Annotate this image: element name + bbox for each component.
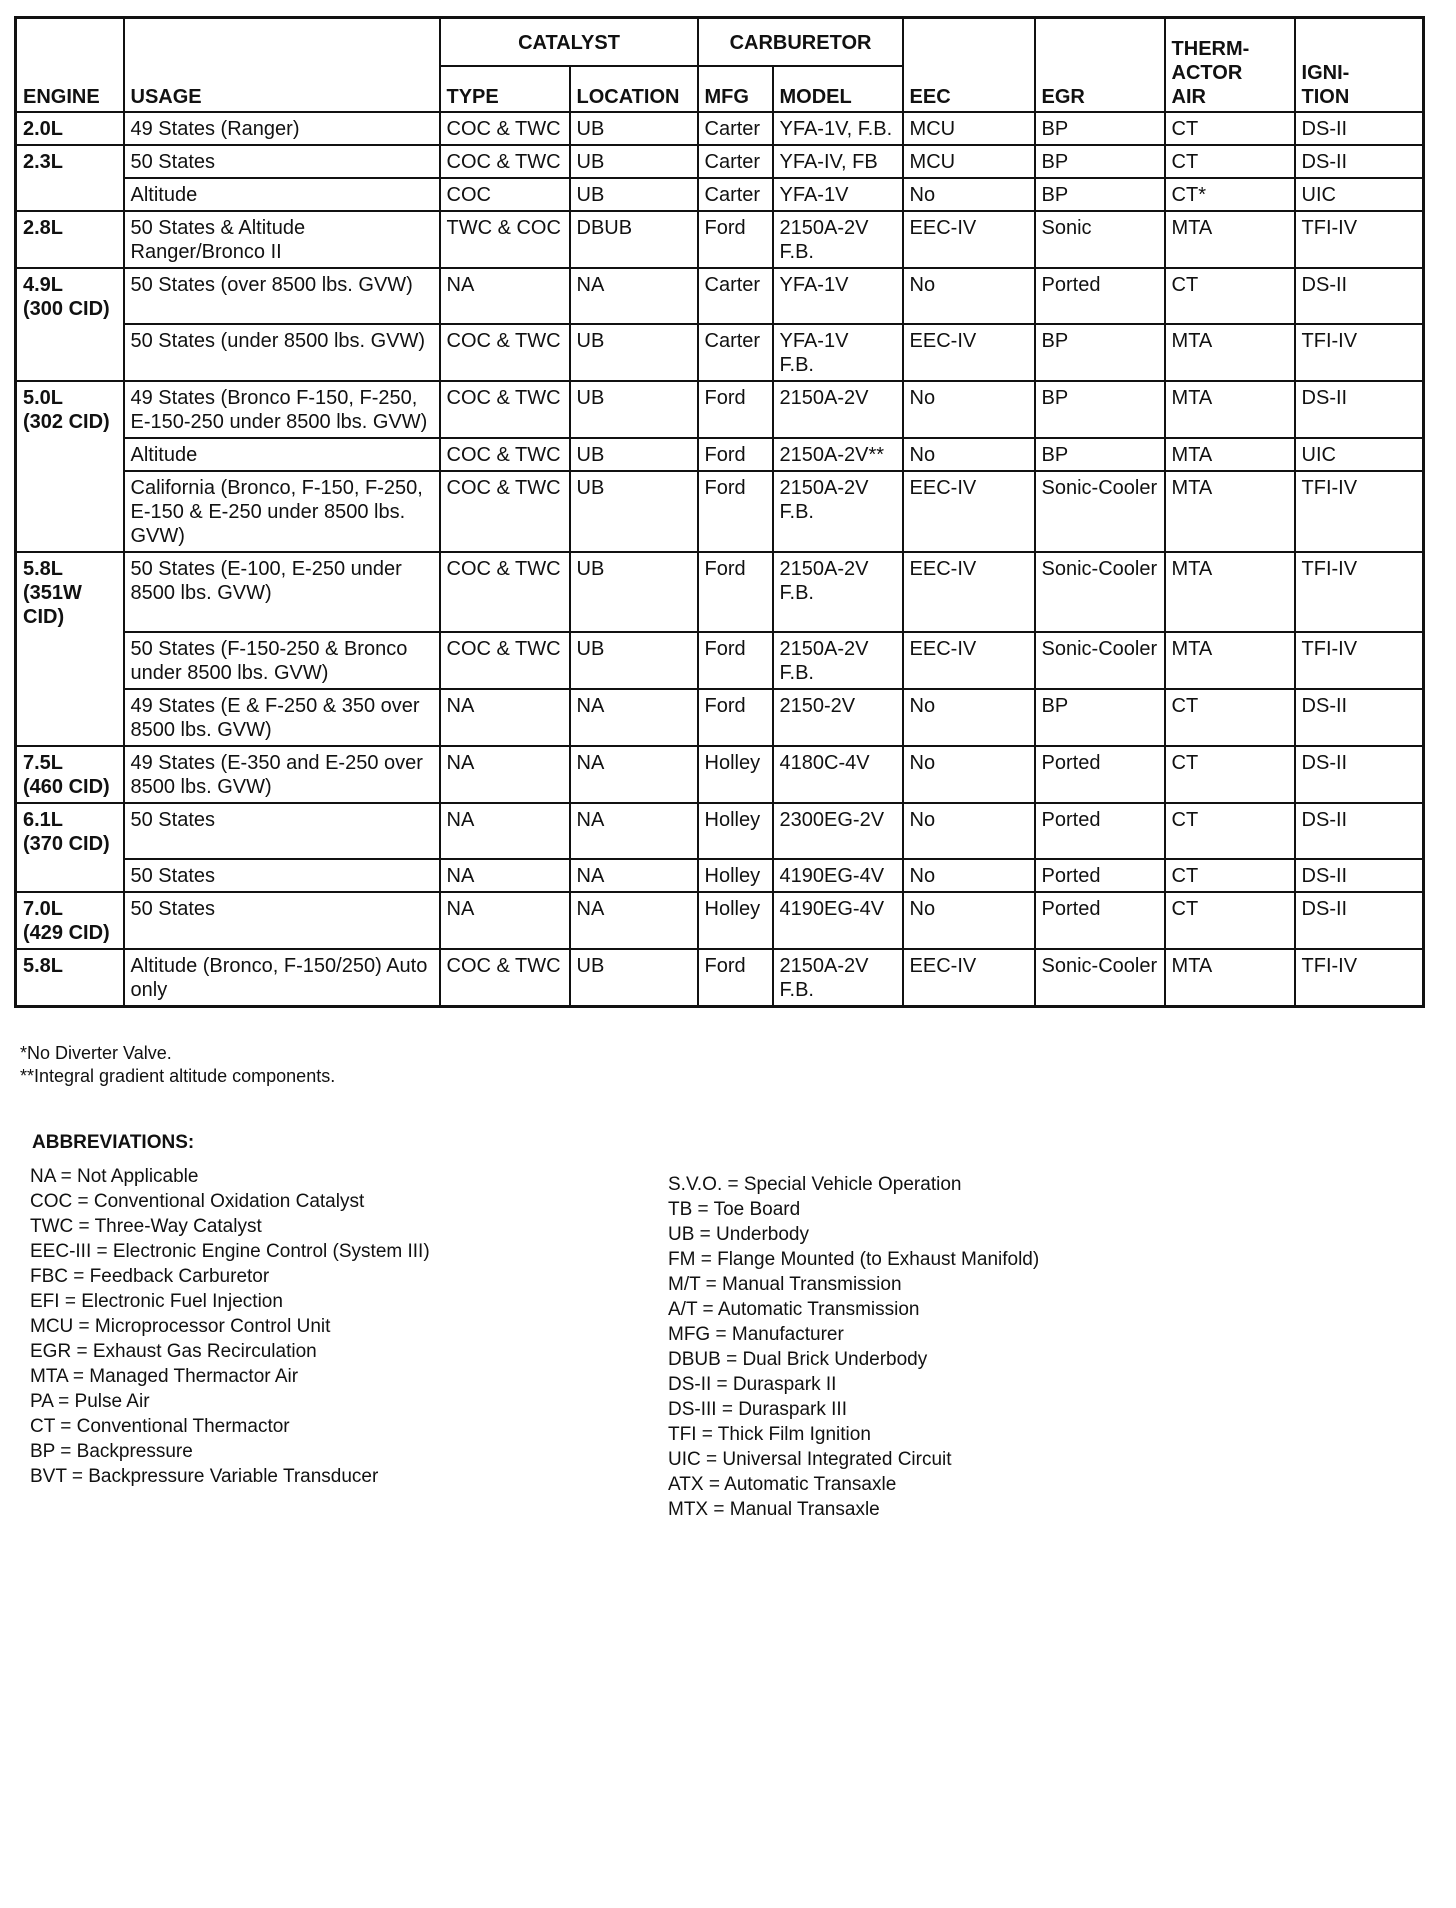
cell-eec: No [903, 803, 1035, 859]
cell-usage: Altitude [124, 438, 440, 471]
cell-ignition: DS-II [1295, 803, 1424, 859]
cell-model: 2150A-2V F.B. [773, 471, 903, 552]
cell-eec: EEC-IV [903, 471, 1035, 552]
cell-egr: Ported [1035, 859, 1165, 892]
cell-location: NA [570, 892, 698, 949]
cell-model: 2150A-2V** [773, 438, 903, 471]
cell-ignition: DS-II [1295, 268, 1424, 324]
cell-engine: 4.9L (300 CID) [16, 268, 124, 324]
abbreviation-item: TB = Toe Board [668, 1199, 801, 1220]
cell-egr: BP [1035, 689, 1165, 746]
header-thermactor-air: THERM- ACTOR AIR [1165, 18, 1295, 113]
cell-mfg: Holley [698, 803, 773, 859]
abbreviation-item: NA = Not Applicable [30, 1166, 199, 1187]
cell-usage: 49 States (E & F-250 & 350 over 8500 lbs. GVW) [124, 689, 440, 746]
cell-eec: No [903, 268, 1035, 324]
cell-type: COC & TWC [440, 632, 570, 689]
cell-engine: 6.1L (370 CID) [16, 803, 124, 859]
cell-location: UB [570, 381, 698, 438]
cell-air: CT* [1165, 178, 1295, 211]
abbreviation-item: FBC = Feedback Carburetor [30, 1266, 270, 1287]
footnotes [20, 1042, 335, 1088]
cell-air: CT [1165, 892, 1295, 949]
cell-type: NA [440, 803, 570, 859]
cell-egr: BP [1035, 145, 1165, 178]
cell-eec: No [903, 438, 1035, 471]
cell-air: CT [1165, 859, 1295, 892]
cell-ignition: TFI-IV [1295, 324, 1424, 381]
cell-engine: 2.8L [16, 211, 124, 268]
cell-mfg: Carter [698, 145, 773, 178]
cell-egr: BP [1035, 178, 1165, 211]
cell-usage: 50 States [124, 859, 440, 892]
header-location: LOCATION [570, 66, 698, 112]
header-carburetor: CARBURETOR [698, 18, 903, 67]
cell-mfg: Carter [698, 268, 773, 324]
abbreviation-item: M/T = Manual Transmission [668, 1274, 902, 1295]
cell-usage: 50 States [124, 892, 440, 949]
abbreviation-item: BVT = Backpressure Variable Transducer [30, 1466, 379, 1487]
cell-ignition: DS-II [1295, 145, 1424, 178]
cell-type: COC & TWC [440, 471, 570, 552]
cell-engine: 7.5L (460 CID) [16, 746, 124, 803]
footnote-diverter: *No Diverter Valve. [20, 1043, 172, 1063]
abbreviations-title: ABBREVIATIONS: [32, 1132, 195, 1153]
cell-eec: No [903, 689, 1035, 746]
cell-model: 4180C-4V [773, 746, 903, 803]
cell-mfg: Carter [698, 324, 773, 381]
cell-model: 4190EG-4V [773, 892, 903, 949]
cell-egr: Ported [1035, 268, 1165, 324]
table-row [16, 689, 1424, 746]
table-row [16, 324, 1424, 381]
cell-type: NA [440, 892, 570, 949]
cell-eec: No [903, 746, 1035, 803]
cell-engine [16, 632, 124, 689]
cell-ignition: TFI-IV [1295, 552, 1424, 632]
cell-type: NA [440, 689, 570, 746]
abbreviation-item: FM = Flange Mounted (to Exhaust Manifold) [668, 1249, 1040, 1270]
table-row [16, 145, 1424, 178]
table-row [16, 803, 1424, 859]
cell-engine: 2.0L [16, 112, 124, 145]
cell-usage: 49 States (E-350 and E-250 over 8500 lbs. GVW) [124, 746, 440, 803]
cell-egr: Sonic-Cooler [1035, 949, 1165, 1007]
cell-air: MTA [1165, 632, 1295, 689]
abbreviation-item: DS-III = Duraspark III [668, 1399, 847, 1420]
cell-air: CT [1165, 145, 1295, 178]
cell-engine: 7.0L (429 CID) [16, 892, 124, 949]
cell-model: YFA-1V F.B. [773, 324, 903, 381]
cell-ignition: DS-II [1295, 746, 1424, 803]
cell-location: UB [570, 438, 698, 471]
cell-type: COC & TWC [440, 145, 570, 178]
cell-engine: 5.8L (351W CID) [16, 552, 124, 632]
cell-location: UB [570, 324, 698, 381]
table-body [16, 112, 1424, 1007]
cell-location: UB [570, 949, 698, 1007]
table-row [16, 211, 1424, 268]
cell-eec: EEC-IV [903, 324, 1035, 381]
abbreviation-item: MTX = Manual Transaxle [668, 1499, 880, 1520]
abbreviation-item: DBUB = Dual Brick Underbody [668, 1349, 928, 1370]
cell-model: 2300EG-2V [773, 803, 903, 859]
abbreviation-item: A/T = Automatic Transmission [668, 1299, 920, 1320]
cell-mfg: Ford [698, 689, 773, 746]
cell-mfg: Ford [698, 949, 773, 1007]
table-row [16, 892, 1424, 949]
cell-eec: No [903, 859, 1035, 892]
cell-model: YFA-IV, FB [773, 145, 903, 178]
cell-model: YFA-1V, F.B. [773, 112, 903, 145]
cell-usage: 50 States (F-150-250 & Bronco under 8500 lbs. GVW) [124, 632, 440, 689]
header-egr: EGR [1035, 18, 1165, 113]
cell-air: CT [1165, 746, 1295, 803]
cell-ignition: TFI-IV [1295, 471, 1424, 552]
cell-mfg: Holley [698, 746, 773, 803]
cell-eec: EEC-IV [903, 632, 1035, 689]
cell-model: 2150-2V [773, 689, 903, 746]
cell-usage: 50 States (under 8500 lbs. GVW) [124, 324, 440, 381]
table-row [16, 632, 1424, 689]
cell-ignition: UIC [1295, 178, 1424, 211]
cell-air: MTA [1165, 471, 1295, 552]
cell-model: YFA-1V [773, 268, 903, 324]
cell-eec: EEC-IV [903, 211, 1035, 268]
abbreviation-item: DS-II = Duraspark II [668, 1374, 837, 1395]
cell-ignition: TFI-IV [1295, 211, 1424, 268]
abbreviations-right-column [668, 1172, 1039, 1522]
header-eec: EEC [903, 18, 1035, 113]
cell-mfg: Carter [698, 178, 773, 211]
cell-ignition: DS-II [1295, 112, 1424, 145]
abbreviation-item: EFI = Electronic Fuel Injection [30, 1291, 283, 1312]
cell-engine [16, 689, 124, 746]
cell-model: YFA-1V [773, 178, 903, 211]
cell-egr: Ported [1035, 803, 1165, 859]
table-row [16, 552, 1424, 632]
cell-eec: No [903, 892, 1035, 949]
cell-usage: 50 States (over 8500 lbs. GVW) [124, 268, 440, 324]
cell-eec: No [903, 381, 1035, 438]
cell-engine [16, 859, 124, 892]
cell-model: 2150A-2V F.B. [773, 632, 903, 689]
abbreviation-item: ATX = Automatic Transaxle [668, 1474, 897, 1495]
cell-model: 4190EG-4V [773, 859, 903, 892]
cell-mfg: Ford [698, 471, 773, 552]
cell-mfg: Ford [698, 632, 773, 689]
cell-type: COC & TWC [440, 112, 570, 145]
cell-ignition: TFI-IV [1295, 632, 1424, 689]
cell-location: NA [570, 859, 698, 892]
abbreviation-item: UIC = Universal Integrated Circuit [668, 1449, 952, 1470]
cell-egr: Sonic-Cooler [1035, 471, 1165, 552]
header-catalyst: CATALYST [440, 18, 698, 67]
cell-usage: 50 States & Altitude Ranger/Bronco II [124, 211, 440, 268]
table-row [16, 746, 1424, 803]
cell-air: MTA [1165, 324, 1295, 381]
cell-usage: 50 States (E-100, E-250 under 8500 lbs. GVW) [124, 552, 440, 632]
cell-ignition: DS-II [1295, 689, 1424, 746]
cell-ignition: DS-II [1295, 859, 1424, 892]
cell-ignition: UIC [1295, 438, 1424, 471]
header-ignition: IGNI- TION [1295, 18, 1424, 113]
cell-type: NA [440, 268, 570, 324]
cell-engine [16, 471, 124, 552]
cell-air: MTA [1165, 381, 1295, 438]
cell-type: COC & TWC [440, 324, 570, 381]
abbreviation-item: MFG = Manufacturer [668, 1324, 844, 1345]
abbreviation-item: S.V.O. = Special Vehicle Operation [668, 1174, 962, 1195]
abbreviation-item: MTA = Managed Thermactor Air [30, 1366, 299, 1387]
cell-air: CT [1165, 803, 1295, 859]
cell-type: TWC & COC [440, 211, 570, 268]
cell-air: MTA [1165, 552, 1295, 632]
cell-usage: California (Bronco, F-150, F-250, E-150 & E-250 under 8500 lbs. GVW) [124, 471, 440, 552]
cell-engine [16, 324, 124, 381]
footnote-altitude: **Integral gradient altitude components. [20, 1066, 336, 1086]
cell-location: NA [570, 746, 698, 803]
abbreviation-item: PA = Pulse Air [30, 1391, 150, 1412]
cell-type: COC [440, 178, 570, 211]
cell-air: MTA [1165, 211, 1295, 268]
header-model: MODEL [773, 66, 903, 112]
cell-location: NA [570, 689, 698, 746]
cell-usage: 49 States (Bronco F-150, F-250, E-150-250 under 8500 lbs. GVW) [124, 381, 440, 438]
cell-model: 2150A-2V F.B. [773, 552, 903, 632]
cell-air: CT [1165, 689, 1295, 746]
cell-air: CT [1165, 268, 1295, 324]
cell-ignition: TFI-IV [1295, 949, 1424, 1007]
abbreviation-item: EEC-III = Electronic Engine Control (System III) [30, 1241, 430, 1262]
cell-egr: Sonic-Cooler [1035, 632, 1165, 689]
cell-model: 2150A-2V F.B. [773, 211, 903, 268]
cell-air: CT [1165, 112, 1295, 145]
abbreviation-item: BP = Backpressure [30, 1441, 193, 1462]
table-row [16, 268, 1424, 324]
cell-engine [16, 178, 124, 211]
cell-usage: 50 States [124, 145, 440, 178]
cell-ignition: DS-II [1295, 892, 1424, 949]
cell-air: MTA [1165, 949, 1295, 1007]
cell-egr: Sonic [1035, 211, 1165, 268]
abbreviation-item: TWC = Three-Way Catalyst [30, 1216, 262, 1237]
abbreviations-left-column [30, 1164, 430, 1489]
cell-engine: 2.3L [16, 145, 124, 178]
table-row [16, 112, 1424, 145]
cell-type: COC & TWC [440, 438, 570, 471]
cell-location: UB [570, 145, 698, 178]
cell-eec: MCU [903, 112, 1035, 145]
cell-mfg: Carter [698, 112, 773, 145]
cell-type: NA [440, 746, 570, 803]
cell-egr: BP [1035, 438, 1165, 471]
cell-type: COC & TWC [440, 949, 570, 1007]
cell-usage: Altitude (Bronco, F-150/250) Auto only [124, 949, 440, 1007]
cell-egr: BP [1035, 381, 1165, 438]
cell-engine: 5.0L (302 CID) [16, 381, 124, 438]
cell-usage: 50 States [124, 803, 440, 859]
cell-type: COC & TWC [440, 552, 570, 632]
cell-usage: 49 States (Ranger) [124, 112, 440, 145]
cell-engine [16, 438, 124, 471]
cell-air: MTA [1165, 438, 1295, 471]
cell-usage: Altitude [124, 178, 440, 211]
cell-eec: EEC-IV [903, 552, 1035, 632]
cell-mfg: Holley [698, 892, 773, 949]
cell-egr: Sonic-Cooler [1035, 552, 1165, 632]
cell-mfg: Ford [698, 438, 773, 471]
cell-egr: Ported [1035, 746, 1165, 803]
cell-mfg: Holley [698, 859, 773, 892]
header-mfg: MFG [698, 66, 773, 112]
table-row [16, 949, 1424, 1007]
emissions-spec-table [14, 16, 1425, 1008]
cell-engine: 5.8L [16, 949, 124, 1007]
cell-egr: BP [1035, 324, 1165, 381]
header-engine: ENGINE [16, 18, 124, 113]
cell-eec: EEC-IV [903, 949, 1035, 1007]
cell-location: NA [570, 803, 698, 859]
cell-location: UB [570, 112, 698, 145]
table-row [16, 178, 1424, 211]
cell-location: UB [570, 552, 698, 632]
cell-location: DBUB [570, 211, 698, 268]
abbreviation-item: TFI = Thick Film Ignition [668, 1424, 871, 1445]
table-row [16, 471, 1424, 552]
cell-ignition: DS-II [1295, 381, 1424, 438]
cell-egr: Ported [1035, 892, 1165, 949]
cell-eec: MCU [903, 145, 1035, 178]
cell-mfg: Ford [698, 211, 773, 268]
cell-mfg: Ford [698, 552, 773, 632]
table-row [16, 381, 1424, 438]
cell-egr: BP [1035, 112, 1165, 145]
cell-model: 2150A-2V F.B. [773, 949, 903, 1007]
table-row [16, 438, 1424, 471]
cell-type: COC & TWC [440, 381, 570, 438]
cell-location: UB [570, 178, 698, 211]
abbreviation-item: EGR = Exhaust Gas Recirculation [30, 1341, 317, 1362]
header-usage: USAGE [124, 18, 440, 113]
table-row [16, 859, 1424, 892]
cell-mfg: Ford [698, 381, 773, 438]
cell-location: UB [570, 471, 698, 552]
header-type: TYPE [440, 66, 570, 112]
abbreviation-item: UB = Underbody [668, 1224, 809, 1245]
abbreviation-item: COC = Conventional Oxidation Catalyst [30, 1191, 365, 1212]
abbreviation-item: CT = Conventional Thermactor [30, 1416, 290, 1437]
cell-location: NA [570, 268, 698, 324]
abbreviation-item: MCU = Microprocessor Control Unit [30, 1316, 331, 1337]
cell-type: NA [440, 859, 570, 892]
cell-model: 2150A-2V [773, 381, 903, 438]
cell-location: UB [570, 632, 698, 689]
cell-eec: No [903, 178, 1035, 211]
